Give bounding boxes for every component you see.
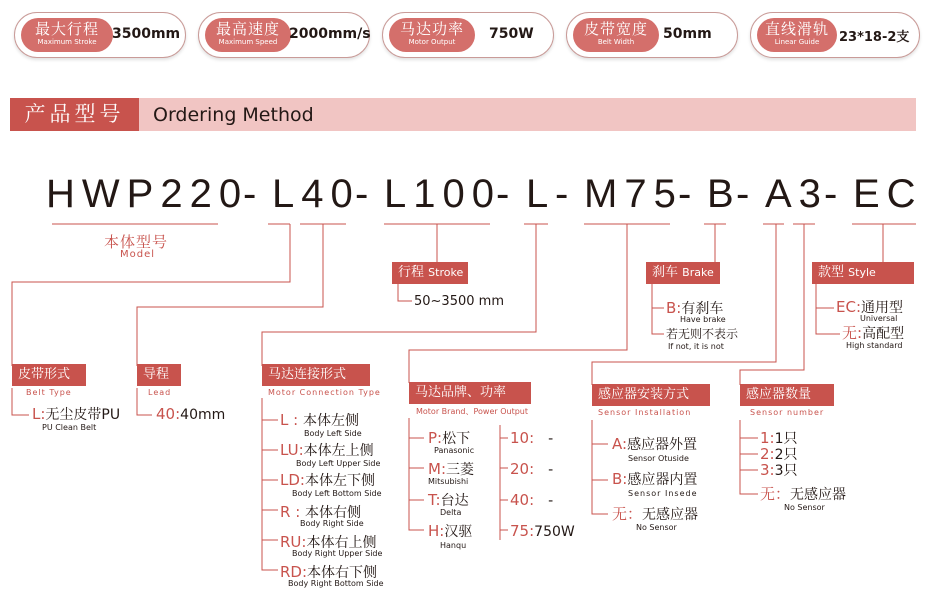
option-key: R bbox=[280, 503, 291, 521]
motor-conn-option-rd-en: Body Right Bottom Side bbox=[288, 579, 384, 588]
sensor-install-option-none-en: No Sensor bbox=[636, 523, 677, 532]
option-key: 1 bbox=[760, 429, 770, 447]
option-text: 本体右上侧 bbox=[306, 535, 377, 551]
style-label bbox=[812, 262, 914, 284]
option-text: 高配型 bbox=[862, 326, 905, 342]
option-sep: : bbox=[857, 324, 863, 342]
code-dash: - bbox=[824, 172, 845, 216]
option-sep: : bbox=[622, 435, 628, 453]
motor-conn-option-ld bbox=[280, 472, 375, 489]
brake-option-b-en: Have brake bbox=[680, 315, 726, 324]
sensor-number-label-en: Sensor number bbox=[750, 408, 825, 417]
option-sep: ： bbox=[775, 485, 791, 503]
sensor-install-option-b-en: Sensor Insede bbox=[628, 489, 698, 498]
code-dash: - bbox=[496, 172, 517, 216]
sensor-number-label: 感应器数量 bbox=[740, 384, 834, 406]
option-sep: : bbox=[855, 298, 862, 316]
motor-power-option-40 bbox=[510, 492, 553, 509]
motor-brand-option-m-en: Mitsubishi bbox=[428, 477, 469, 486]
spec-value: 750W bbox=[489, 26, 534, 42]
sensor-install-label-en: Sensor Installation bbox=[598, 408, 692, 417]
sensor-number-option-3 bbox=[760, 462, 798, 479]
spec-label: 直线滑轨 bbox=[764, 20, 829, 38]
motor-conn-option-r-en: Body Right Side bbox=[300, 519, 364, 528]
option-key: L bbox=[32, 405, 41, 423]
sensor-install-option-none bbox=[612, 506, 698, 523]
spec-value: 2000mm/s bbox=[289, 26, 371, 42]
lead-option bbox=[156, 406, 225, 423]
option-key: A bbox=[612, 435, 622, 453]
spec-label-en: Motor Output bbox=[408, 38, 456, 46]
spec-label: 皮带宽度 bbox=[583, 20, 648, 38]
option-sep: : bbox=[298, 441, 304, 459]
option-sep: : bbox=[676, 299, 682, 317]
sensor-number-option-none bbox=[760, 486, 846, 503]
motor-brand-option-h-en: Hanqu bbox=[440, 541, 467, 550]
option-sep: : bbox=[529, 429, 535, 447]
spec-label: 最高速度 bbox=[215, 20, 280, 38]
motor-brand-label: 马达品牌、功率 bbox=[409, 382, 531, 404]
motor-conn-option-lu bbox=[280, 442, 374, 459]
spec-label: 最大行程 bbox=[34, 20, 99, 38]
sensor-install-option-a bbox=[612, 436, 697, 453]
section-title-en: Ordering Method bbox=[153, 104, 314, 126]
motor-power-option-10 bbox=[510, 430, 553, 447]
option-sep: : bbox=[301, 533, 307, 551]
spec-label-en: Belt Width bbox=[597, 38, 635, 46]
option-key: 无 bbox=[760, 485, 776, 503]
code-dash: - bbox=[678, 172, 699, 216]
motor-conn-option-lu-en: Body Left Upper Side bbox=[296, 459, 381, 468]
option-text: 40mm bbox=[180, 407, 226, 423]
motor-conn-option-ld-en: Body Left Bottom Side bbox=[292, 489, 382, 498]
code-sensor: A3 bbox=[765, 172, 828, 216]
code-model: HWP220 bbox=[46, 172, 249, 216]
option-sep: : bbox=[299, 471, 305, 489]
spec-value: 50mm bbox=[663, 26, 712, 42]
option-key: P bbox=[428, 429, 438, 447]
option-sep: : bbox=[435, 491, 441, 509]
style-label-cn: 款型 bbox=[818, 265, 845, 280]
brake-option-none: 若无则不表示 bbox=[666, 327, 739, 341]
option-text: 2只 bbox=[774, 447, 798, 463]
option-sep: : bbox=[175, 405, 181, 423]
option-key: EC bbox=[836, 298, 856, 316]
spec-value: 3500mm bbox=[112, 26, 181, 42]
spec-value: 23*18-2支 bbox=[839, 30, 910, 45]
option-key: H bbox=[428, 522, 440, 540]
option-sep: : bbox=[439, 522, 445, 540]
option-key: 40 bbox=[156, 405, 176, 423]
stroke-label bbox=[392, 262, 468, 284]
motor-brand-option-h bbox=[428, 523, 472, 540]
option-text: 汉驱 bbox=[444, 524, 473, 540]
option-key: 10 bbox=[510, 429, 530, 447]
belt-type-label-en: Belt Type bbox=[26, 388, 72, 397]
code-motor: M75 bbox=[584, 172, 683, 216]
option-text: 本体右下侧 bbox=[307, 565, 378, 581]
option-text: 松下 bbox=[442, 431, 471, 447]
option-key: LD bbox=[280, 471, 300, 489]
code-dash: - bbox=[355, 172, 376, 216]
option-key: RD bbox=[280, 563, 302, 581]
option-sep: : bbox=[290, 503, 306, 521]
option-key: B bbox=[612, 470, 623, 488]
brake-label bbox=[646, 262, 720, 284]
option-sep: : bbox=[440, 460, 447, 478]
stroke-label-en: Stroke bbox=[428, 266, 464, 279]
style-option-none-en: High standard bbox=[846, 341, 903, 350]
motor-power-option-75 bbox=[510, 523, 575, 540]
option-sep: : bbox=[529, 460, 535, 478]
motor-brand-option-t bbox=[428, 492, 469, 509]
option-key: 40 bbox=[510, 491, 530, 509]
option-key: B bbox=[666, 299, 677, 317]
sensor-number-option-none-en: No Sensor bbox=[784, 503, 825, 512]
sensor-install-option-b bbox=[612, 471, 697, 488]
option-text: - bbox=[548, 493, 554, 509]
style-option-ec-en: Universal bbox=[860, 314, 898, 323]
belt-type-label: 皮带形式 bbox=[12, 364, 86, 386]
motor-conn-label-en: Motor Connection Type bbox=[268, 388, 381, 397]
code-motor-conn: L bbox=[526, 172, 556, 216]
code-brake: B bbox=[707, 172, 741, 216]
option-text: 无尘皮带PU bbox=[45, 407, 121, 423]
stroke-option: 50~3500 mm bbox=[414, 294, 504, 309]
motor-brand-label-en: Motor Brand、Power Output bbox=[416, 407, 529, 416]
brake-option-none-en: If not, it is not bbox=[668, 342, 724, 351]
option-text: 1只 bbox=[774, 431, 798, 447]
option-text: 感应器外置 bbox=[627, 437, 698, 453]
option-sep: : bbox=[40, 405, 46, 423]
option-text: 台达 bbox=[440, 493, 469, 509]
option-key: LU bbox=[280, 441, 299, 459]
motor-brand-option-m bbox=[428, 461, 474, 478]
brake-label-en: Brake bbox=[682, 266, 714, 279]
option-text: 750W bbox=[534, 524, 575, 540]
sensor-install-label: 感应器安装方式 bbox=[592, 384, 710, 406]
lead-label-en: Lead bbox=[148, 388, 172, 397]
option-text: 3只 bbox=[774, 463, 798, 479]
option-text: 感应器内置 bbox=[627, 472, 698, 488]
option-text: 无感应器 bbox=[642, 507, 699, 523]
option-text: 无感应器 bbox=[790, 487, 847, 503]
option-sep: : bbox=[529, 522, 535, 540]
spec-label: 马达功率 bbox=[399, 20, 464, 38]
code-stroke: L100 bbox=[384, 172, 501, 216]
code-dash: - bbox=[736, 172, 757, 216]
motor-brand-option-p bbox=[428, 430, 470, 447]
option-sep: : bbox=[769, 445, 775, 463]
option-text: 本体左下侧 bbox=[304, 473, 375, 489]
code-dash: - bbox=[555, 172, 576, 216]
option-key: M bbox=[428, 460, 441, 478]
stroke-label-cn: 行程 bbox=[398, 265, 425, 280]
option-sep: ： bbox=[627, 505, 643, 523]
style-option-none bbox=[842, 325, 904, 342]
option-key: 2 bbox=[760, 445, 770, 463]
option-text: 通用型 bbox=[861, 300, 904, 316]
option-text: 本体左上侧 bbox=[303, 443, 374, 459]
motor-conn-option-ru-en: Body Right Upper Side bbox=[292, 549, 383, 558]
option-key: 无 bbox=[612, 505, 628, 523]
model-label-en: Model bbox=[120, 249, 156, 260]
option-key: 75 bbox=[510, 522, 530, 540]
option-text: 有刹车 bbox=[681, 301, 724, 317]
code-lead: L40 bbox=[272, 172, 360, 216]
option-text: 本体左侧 bbox=[302, 413, 359, 429]
spec-label-en: Linear Guide bbox=[774, 38, 820, 46]
code-dash: - bbox=[243, 172, 264, 216]
motor-brand-option-t-en: Delta bbox=[440, 508, 462, 517]
option-sep: : bbox=[437, 429, 443, 447]
option-sep: : bbox=[769, 429, 775, 447]
option-text: - bbox=[548, 431, 554, 447]
code-style: EC bbox=[853, 172, 923, 216]
motor-conn-option-l-en: Body Left Side bbox=[304, 429, 362, 438]
option-key: 20 bbox=[510, 460, 530, 478]
style-label-en: Style bbox=[848, 266, 876, 279]
belt-type-option bbox=[32, 406, 120, 423]
option-key: 3 bbox=[760, 461, 770, 479]
option-key: L bbox=[280, 411, 289, 429]
motor-conn-label: 马达连接形式 bbox=[262, 364, 370, 386]
lead-label: 导程 bbox=[137, 364, 181, 386]
spec-label-en: Maximum Speed bbox=[218, 38, 278, 46]
option-sep: : bbox=[301, 563, 308, 581]
option-sep: : bbox=[622, 470, 628, 488]
option-sep: : bbox=[529, 491, 535, 509]
model-label: 本体型号 bbox=[104, 233, 169, 251]
spec-label-en: Maximum Stroke bbox=[37, 38, 97, 46]
option-key: T bbox=[428, 491, 436, 509]
option-key: RU bbox=[280, 533, 302, 551]
option-key: 无 bbox=[842, 324, 858, 342]
motor-brand-option-p-en: Panasonic bbox=[434, 446, 475, 455]
brake-label-cn: 刹车 bbox=[652, 265, 679, 280]
option-text: 本体右侧 bbox=[305, 505, 362, 521]
option-text: 三菱 bbox=[446, 462, 475, 478]
belt-type-option-en: PU Clean Belt bbox=[42, 423, 97, 432]
motor-power-option-20 bbox=[510, 461, 553, 478]
motor-conn-option-l bbox=[280, 412, 359, 429]
option-sep: : bbox=[769, 461, 775, 479]
option-text: - bbox=[548, 462, 554, 478]
sensor-install-option-a-en: Sensor Otuside bbox=[628, 454, 689, 463]
section-title-cn: 产品型号 bbox=[10, 98, 139, 131]
option-sep: : bbox=[288, 411, 303, 429]
